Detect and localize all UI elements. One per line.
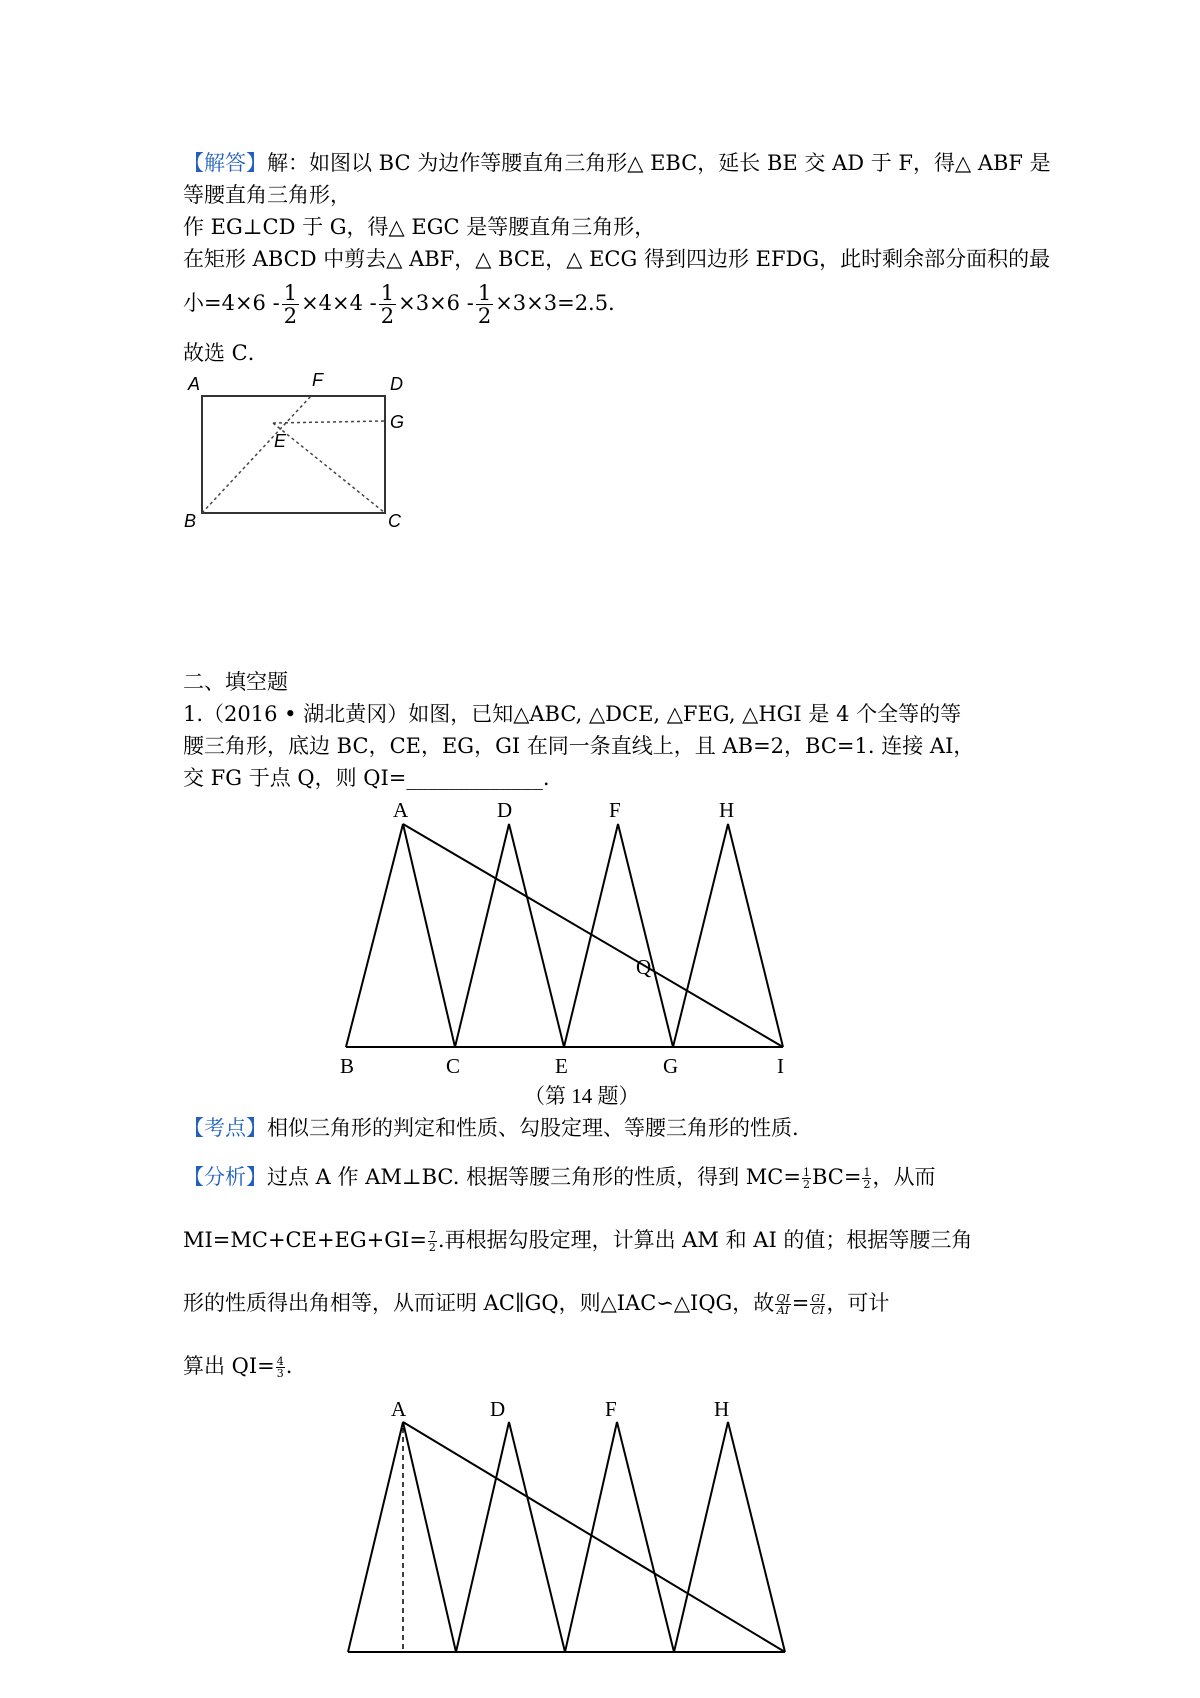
fenxi-text-3a: 形的性质得出角相等，从而证明 AC∥GQ，则△IAC∽△IQG，故: [183, 1291, 775, 1315]
label-G: G: [390, 412, 405, 432]
frac-den: 2: [380, 304, 395, 328]
label-D: D: [490, 1397, 506, 1421]
frac-num: 1: [863, 1166, 871, 1179]
fraction-seven-halves: [428, 1230, 437, 1253]
fenxi-text-3b: ，可计: [826, 1291, 890, 1315]
formula-part-3: ×3×6 -: [398, 291, 474, 315]
frac-num: 7: [428, 1229, 436, 1242]
fraction-half-a: [802, 1167, 811, 1190]
kaodian-tag: 【考点】: [183, 1116, 267, 1140]
kaodian-line: [183, 1113, 799, 1143]
label-E: E: [274, 431, 287, 451]
equals-sign: =: [791, 1291, 810, 1315]
formula-part-2: ×4×4 -: [301, 291, 377, 315]
frac-den: 3: [276, 1367, 284, 1380]
segment-eg: [273, 421, 385, 423]
question-line-3: 交 FG 于点 Q，则 QI=_____________.: [183, 766, 550, 790]
label-B: B: [184, 511, 197, 531]
label-D: D: [390, 374, 403, 394]
fenxi-tag: 【分析】: [183, 1165, 267, 1189]
fenxi-line-1: [183, 1162, 935, 1192]
answer-line-2: 等腰直角三角形，: [183, 183, 351, 207]
segment-bf: [202, 396, 311, 513]
question-line-1: 1.（2016 • 湖北黄冈）如图，已知△ABC, △DCE, △FEG, △HGI 是 4 个全等的等: [183, 702, 962, 726]
formula-part-1: 小=4×6 -: [183, 291, 280, 315]
question-line-2: 腰三角形，底边 BC，CE，EG，GI 在同一条直线上，且 AB=2，BC=1. 连接 AI，: [183, 734, 975, 758]
fenxi-text-2b: .再根据勾股定理，计算出 AM 和 AI 的值；根据等腰三角: [437, 1228, 973, 1252]
figure-caption: （第 14 题）: [524, 1084, 640, 1108]
fraction-half-3: [476, 282, 493, 327]
label-A: A: [391, 1397, 407, 1421]
formula-part-4: ×3×3=2.5．: [495, 291, 630, 315]
fraction-half-1: [282, 282, 299, 327]
frac-den: 2: [428, 1241, 436, 1254]
fenxi-text-4a: 算出 QI=: [183, 1354, 275, 1378]
fenxi-text-1b: BC=: [811, 1165, 862, 1189]
frac-den: 2: [477, 304, 492, 328]
fenxi-line-4: [183, 1351, 292, 1381]
section-title: 二、填空题: [183, 670, 288, 694]
label-I: I: [777, 1054, 784, 1078]
label-A: A: [393, 798, 409, 822]
frac-num: 1: [477, 281, 492, 305]
label-H: H: [719, 798, 735, 822]
answer-line-1: [183, 148, 1051, 178]
kaodian-text: 相似三角形的判定和性质、勾股定理、等腰三角形的性质.: [267, 1116, 799, 1140]
frac-num: 4: [276, 1355, 284, 1368]
fraction-four-thirds: [276, 1356, 285, 1379]
segment-ai: [403, 824, 783, 1047]
fenxi-line-3: [183, 1288, 889, 1318]
figure-rectangle-abcd: [180, 372, 410, 532]
frac-num: QI: [776, 1292, 790, 1305]
frac-num: 1: [380, 281, 395, 305]
fenxi-text-1a: 过点 A 作 AM⊥BC. 根据等腰三角形的性质，得到 MC=: [267, 1165, 801, 1189]
frac-den: AI: [776, 1304, 790, 1317]
answer-choice: 故选 C．: [183, 341, 269, 365]
label-B: B: [340, 1054, 355, 1078]
label-Q: Q: [636, 955, 652, 979]
segment-ai: [403, 1422, 785, 1652]
label-D: D: [497, 798, 513, 822]
label-F: F: [605, 1397, 617, 1421]
fraction-half-2: [379, 282, 396, 327]
frac-num: 1: [802, 1166, 810, 1179]
fraction-gi-ci: [810, 1293, 825, 1316]
triangles-outline: [346, 824, 783, 1047]
fenxi-line-2: [183, 1225, 972, 1255]
label-C: C: [446, 1054, 461, 1078]
label-C: C: [388, 511, 401, 531]
fraction-qi-ai: [775, 1293, 790, 1316]
figure-four-triangles: [330, 795, 800, 1115]
fenxi-text-2a: MI=MC+CE+EG+GI=: [183, 1228, 427, 1252]
label-F: F: [609, 798, 621, 822]
frac-num: 1: [283, 281, 298, 305]
frac-den: CI: [811, 1304, 825, 1317]
frac-num: GI: [811, 1292, 825, 1305]
triangles-outline: [348, 1422, 785, 1652]
fraction-half-b: [862, 1167, 871, 1190]
frac-den: 2: [283, 304, 298, 328]
label-A: A: [188, 374, 201, 394]
rect-abcd: [202, 396, 385, 513]
answer-line-3: 作 EG⊥CD 于 G，得△ EGC 是等腰直角三角形，: [183, 215, 656, 239]
segment-ec: [273, 423, 385, 513]
answer-text-1: 解：如图以 BC 为边作等腰直角三角形△ EBC，延长 BE 交 AD 于 F，得△ ABF 是: [267, 151, 1051, 175]
figure-four-triangles-with-altitude: [330, 1395, 800, 1665]
answer-line-4: 在矩形 ABCD 中剪去△ ABF，△ BCE，△ ECG 得到四边形 EFDG，此时剩余部分面积的最: [183, 247, 1051, 271]
answer-tag: 【解答】: [183, 151, 267, 175]
label-H: H: [714, 1397, 730, 1421]
answer-line-5: [183, 282, 629, 327]
fenxi-text-4b: .: [285, 1354, 293, 1378]
frac-den: 2: [802, 1178, 810, 1191]
frac-den: 2: [863, 1178, 871, 1191]
fenxi-text-1c: ，从而: [872, 1165, 936, 1189]
label-G: G: [663, 1054, 679, 1078]
label-F: F: [312, 372, 323, 390]
label-E: E: [555, 1054, 568, 1078]
